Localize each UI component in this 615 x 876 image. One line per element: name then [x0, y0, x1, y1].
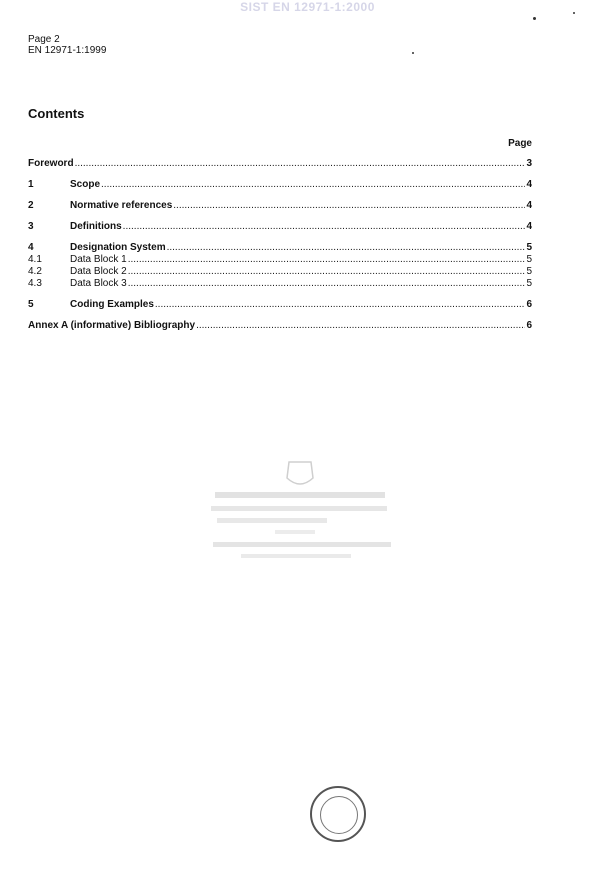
toc-number: 4.3	[28, 278, 42, 289]
toc-page: 6	[526, 320, 532, 331]
toc-number: 1	[28, 179, 34, 190]
toc-row-data-block-2[interactable]	[28, 266, 532, 278]
toc-row-definitions[interactable]	[28, 221, 532, 233]
toc-leader	[101, 179, 525, 191]
toc-title: Designation System	[70, 242, 166, 253]
toc-row-designation-system[interactable]	[28, 242, 532, 254]
toc-title: Data Block 1	[70, 254, 127, 265]
toc-title: Scope	[70, 179, 101, 190]
toc-leader	[123, 221, 526, 233]
round-stamp-icon	[310, 786, 366, 842]
toc-row-data-block-1[interactable]	[28, 254, 532, 266]
toc-leader	[128, 278, 526, 290]
toc-leader	[75, 158, 526, 170]
round-stamp-inner	[320, 796, 358, 834]
toc-row-annex-a[interactable]	[28, 320, 532, 332]
toc-row-scope[interactable]	[28, 179, 532, 191]
faint-seal-graphic	[205, 456, 395, 566]
toc-page: 4	[526, 179, 532, 190]
toc-title: Data Block 2	[70, 266, 127, 277]
toc-page: 5	[526, 266, 532, 277]
toc-number: 4.2	[28, 266, 42, 277]
toc-leader	[128, 254, 526, 266]
toc-number: 3	[28, 221, 34, 232]
toc-title: Definitions	[70, 221, 122, 232]
toc-title: Annex A (informative) Bibliography	[28, 320, 196, 331]
toc-leader	[167, 242, 526, 254]
scan-speck	[533, 17, 536, 20]
toc-row-data-block-3[interactable]	[28, 278, 532, 290]
toc-number: 4	[28, 242, 34, 253]
toc-page: 4	[526, 221, 532, 232]
toc-number: 2	[28, 200, 34, 211]
toc-row-coding-examples[interactable]	[28, 299, 532, 311]
scan-speck	[412, 52, 414, 54]
toc-page: 5	[526, 278, 532, 289]
toc-leader	[128, 266, 526, 278]
toc-page: 6	[526, 299, 532, 310]
toc-number: 5	[28, 299, 34, 310]
toc-leader	[155, 299, 526, 311]
watermark: SIST EN 12971-1:2000	[240, 0, 375, 14]
toc-title: Data Block 3	[70, 278, 127, 289]
toc-title: Foreword	[28, 158, 74, 169]
table-of-contents	[28, 158, 532, 332]
toc-page: 4	[526, 200, 532, 211]
page-number: Page 2	[28, 34, 60, 45]
standard-number: EN 12971-1:1999	[28, 45, 107, 56]
scan-speck	[573, 12, 575, 14]
contents-title: Contents	[28, 106, 85, 121]
toc-leader	[196, 320, 525, 332]
toc-title: Coding Examples	[70, 299, 154, 310]
toc-row-normative-references[interactable]	[28, 200, 532, 212]
toc-row-foreword[interactable]	[28, 158, 532, 170]
toc-page: 5	[526, 242, 532, 253]
page-header	[28, 34, 106, 56]
toc-page: 5	[526, 254, 532, 265]
toc-number: 4.1	[28, 254, 42, 265]
toc-page: 3	[526, 158, 532, 169]
faint-seal-image	[205, 456, 395, 566]
page-column-label: Page	[508, 138, 532, 149]
toc-title: Normative references	[70, 200, 173, 211]
toc-leader	[173, 200, 525, 212]
